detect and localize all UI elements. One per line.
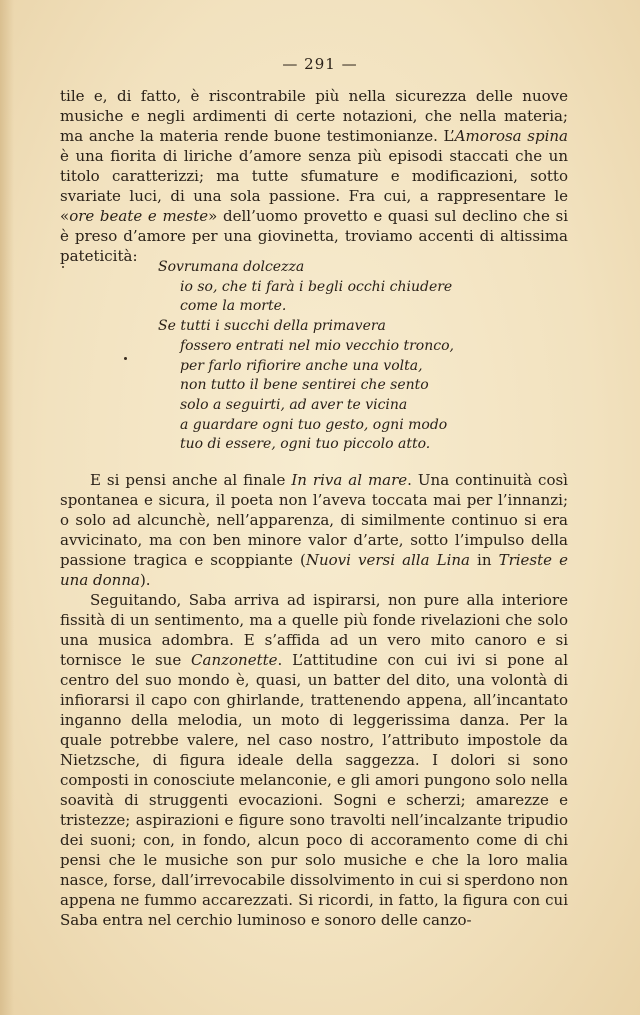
paragraph-3 bbox=[60, 590, 568, 930]
ink-speck bbox=[124, 357, 127, 360]
paragraph-3-text-a: Seguitando, Saba arriva ad ispirarsi, non pure alla interiore fissità di un sentimento, ma a quelle più fonde rivelazioni che solo una musica adombra. E s’affida ad un vero mito canoro e si tornisce le sue bbox=[60, 591, 568, 669]
paragraph-3-text-b: . L’attitudine con cui ivi si pone al centro del suo mondo è, quasi, un batter del dito, una volontà di infiorarsi il capo con ghirlande, trattenendo appena, all’incantato inganno della melodia, un moto di leggerissima danza. Per la quale potrebbe valere, nel caso nostro, l’attributo impostole da Nietzsche, di figura ideale della saggezza. I dolori si sono composti in conosciute melanconie, e gli amori pungono solo nella soavità di struggenti evocazioni. Sogni e scherzi; amarezze e tristezze; aspirazioni e figure sono travolti nell’incalzante tripudio dei suoni; con, in fondo, alcun poco di accoramento come di chi pensi che le musiche son pur solo musiche e che la loro malia nasce, forse, dall’irrevocabile dissolvimento in cui si sperdono non appena ne fummo accarezzati. Si ricordi, in fatto, la figura con cui Saba entra nel cerchio luminoso e sonoro delle canzo- bbox=[60, 651, 568, 929]
paragraph-2-title-nuovi-versi: Nuovi versi alla Lina bbox=[305, 551, 470, 569]
paragraph-1 bbox=[60, 86, 568, 266]
paragraph-2-text-a: E si pensi anche al finale bbox=[90, 471, 292, 489]
poem-line: non tutto il bene sentirei che sento bbox=[180, 377, 429, 394]
paragraph-1-quote: ore beate e meste bbox=[69, 207, 209, 225]
poem-line: Se tutti i succhi della primavera bbox=[158, 318, 386, 335]
paragraph-2-title-trieste: Trieste e una donna bbox=[60, 551, 568, 589]
poem-line: tuo di essere, ogni tuo piccolo atto. bbox=[180, 436, 431, 453]
poem-block bbox=[158, 258, 488, 455]
paragraph-2-text-c: in bbox=[469, 551, 499, 569]
ink-speck bbox=[62, 266, 64, 268]
paragraph-2-title-in-riva-al-mare: In riva al mare bbox=[291, 471, 408, 489]
poem-line: solo a seguirti, ad aver te vicina bbox=[180, 396, 408, 413]
poem-line: per farlo rifiorire anche una volta, bbox=[180, 357, 423, 374]
paragraph-1-text-b: è una fiorita di liriche d’amore senza più episodi staccati che un titolo caratterizzi; ma tutte sfumature e modificazioni, sotto svariate luci, di una sola passione. Fra cui, a rappresentare le « bbox=[60, 147, 568, 225]
paragraphs-2-3 bbox=[60, 470, 568, 930]
paragraph-1-text-a: tile e, di fatto, è riscontrabile più nella sicurezza delle nuove musiche e negli ardimenti di certe notazioni, che nella materia; ma anche la materia rende buone testimonianze. L’ bbox=[60, 87, 568, 145]
paragraph-3-title-canzonette: Canzonette bbox=[191, 651, 278, 669]
poem-line: come la morte. bbox=[180, 298, 287, 315]
poem-line: fossero entrati nel mio vecchio tronco, bbox=[180, 337, 454, 354]
poem-line: io so, che ti farà i begli occhi chiudere bbox=[180, 278, 453, 295]
page-edge-shadow bbox=[0, 0, 14, 1015]
poem-line: a guardare ogni tuo gesto, ogni modo bbox=[180, 416, 448, 433]
page-number: — 291 — bbox=[282, 55, 358, 73]
paragraph-1-text-c: » dell’uomo provetto e quasi sul declino che si è preso d’amore per una giovinetta, troviamo accenti di altissima pateticità: bbox=[60, 207, 569, 265]
paragraph-2 bbox=[60, 470, 568, 590]
paragraph-1-title-amorosa-spina: Amorosa spina bbox=[454, 127, 569, 145]
paragraph-2-text-d: ). bbox=[139, 571, 151, 589]
poem-line: Sovrumana dolcezza bbox=[158, 259, 305, 275]
paragraph-2-text-b: . Una continuità così spontanea e sicura, il poeta non l’aveva toccata mai per l’innanzi; o solo ad alcunchè, nell’apparenza, di similmente continuo si era avvicinato, ma con ben minore valor d’arte, sotto l’impulso della passione tragica e scoppiante ( bbox=[60, 471, 568, 569]
